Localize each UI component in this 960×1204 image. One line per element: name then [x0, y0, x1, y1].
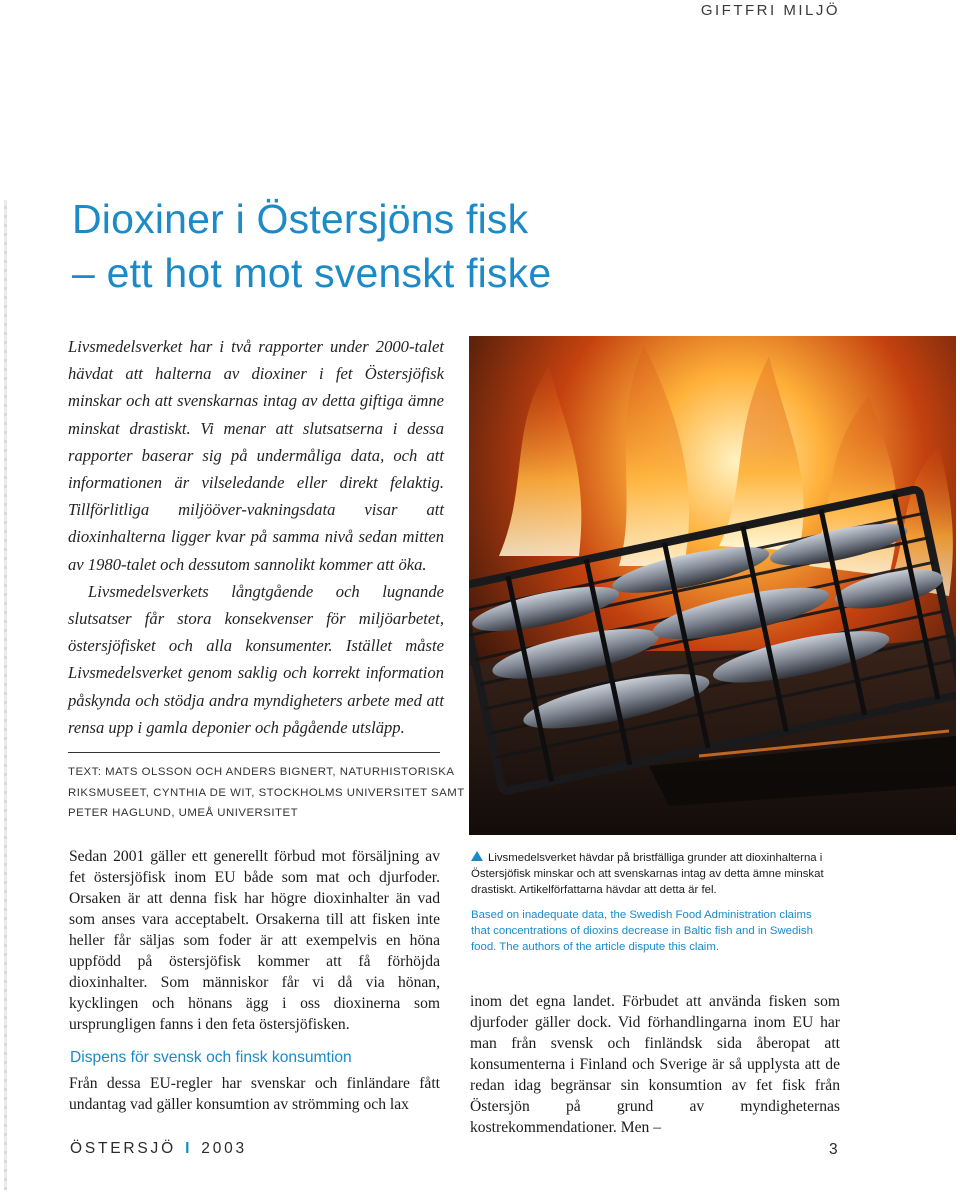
page-number: 3	[829, 1141, 838, 1158]
publication-name: ÖSTERSJÖ	[70, 1140, 176, 1157]
title-line-1: Dioxiner i Östersjöns fisk	[72, 196, 529, 242]
body-paragraph-1: Sedan 2001 gäller ett generellt förbud mot försäljning av fet östersjöfisk inom EU både som mat och djurfoder. Orsaken är att denna fisk har högre dioxinhalter än vad som anses vara acceptabelt. Orsakerna till att fisken inte heller får säljas som foder är att exempelvis en höna uppfödd på östersjöfisk kommer att få förhöjda dioxinhalter. Som människor får vi då via hönan, kycklingen och hönans ägg i oss dioxinerna som ursprungligen fanns i den feta östersjöfisken.	[69, 848, 440, 1033]
body-column-right: inom det egna landet. Förbudet att använda fisken som djurfoder gäller dock. Vid förhandlingarna inom EU har man från svensk och finländsk sida åberopat att konsumenterna i Finland och Sverige är så upplysta att de redan idag begränsar sin konsumtion av fet fisk från Östersjön på grund av myndigheternas kostrekommendationer. Men –	[470, 993, 840, 1136]
body-column-left	[69, 846, 440, 1035]
body-paragraph-2: Från dessa EU-regler har svenskar och finländare fått undantag vad gäller konsumtion av strömming och lax	[69, 1075, 440, 1113]
article-title	[72, 192, 692, 300]
caption-swedish-text: Livsmedelsverket hävdar på bristfälliga grunder att dioxinhalterna i Östersjöfisk minskar och att svenskarnas intag av detta ämne minskat drastiskt. Artikelförfattarna hävdar att detta är fel.	[471, 852, 824, 896]
credit-line-1: TEXT: MATS OLSSON OCH ANDERS BIGNERT, NATURHISTORISKA	[68, 766, 455, 778]
publication-year: 2003	[201, 1140, 247, 1157]
section-label: GIFTFRI MILJÖ	[700, 2, 840, 19]
caption-triangle-icon	[471, 851, 483, 861]
credits-divider	[68, 752, 440, 753]
author-credits	[68, 762, 465, 824]
credit-line-3: PETER HAGLUND, UMEÅ UNIVERSITET	[68, 807, 299, 819]
photo-caption-english: Based on inadequate data, the Swedish Food Administration claims that concentrations of dioxins decrease in Baltic fish and in Swedish food. The authors of the article dispute this claim.	[471, 909, 813, 953]
title-line-2: – ett hot mot svenskt fiske	[72, 250, 552, 296]
lead-text	[68, 333, 444, 741]
lead-paragraph-1: Livsmedelsverket har i två rapporter under 2000-talet hävdat att halterna av dioxiner i fet Östersjöfisk minskar och att svenskarnas intag av detta giftiga ämne minskat drastiskt. Vi menar att slutsatserna i dessa rapporter baserar sig på undermåliga data, och att informationen är vilseledande eller direkt felaktig. Tillförlitliga miljööver-vakningsdata visar att dioxinhalterna ligger kvar på samma nivå sedan mitten av 1980-talet och dessutom sannolikt kommer att öka.	[68, 337, 444, 574]
grilled-herring-photo	[469, 336, 956, 835]
grill-fire-illustration	[469, 336, 956, 835]
footer-separator: I	[185, 1140, 193, 1157]
photo-caption-swedish	[471, 850, 837, 898]
credit-line-2: RIKSMUSEET, CYNTHIA DE WIT, STOCKHOLMS UNIVERSITET SAMT	[68, 786, 465, 799]
lead-paragraph-2: Livsmedelsverkets långtgående och lugnande slutsatser får stora konsekvenser för miljöarbetet, östersjöfisket och alla konsumenter. Istället måste Livsmedelsverket genom saklig och korrekt information påskynda och stödja andra myndigheters arbete med att rensa upp i gamla deponier och pågående utsläpp.	[68, 581, 444, 737]
subheading-dispens: Dispens för svensk och finsk konsumtion	[70, 1049, 352, 1066]
page-edge-shadow	[4, 200, 7, 1190]
footer-publication	[70, 1140, 247, 1158]
